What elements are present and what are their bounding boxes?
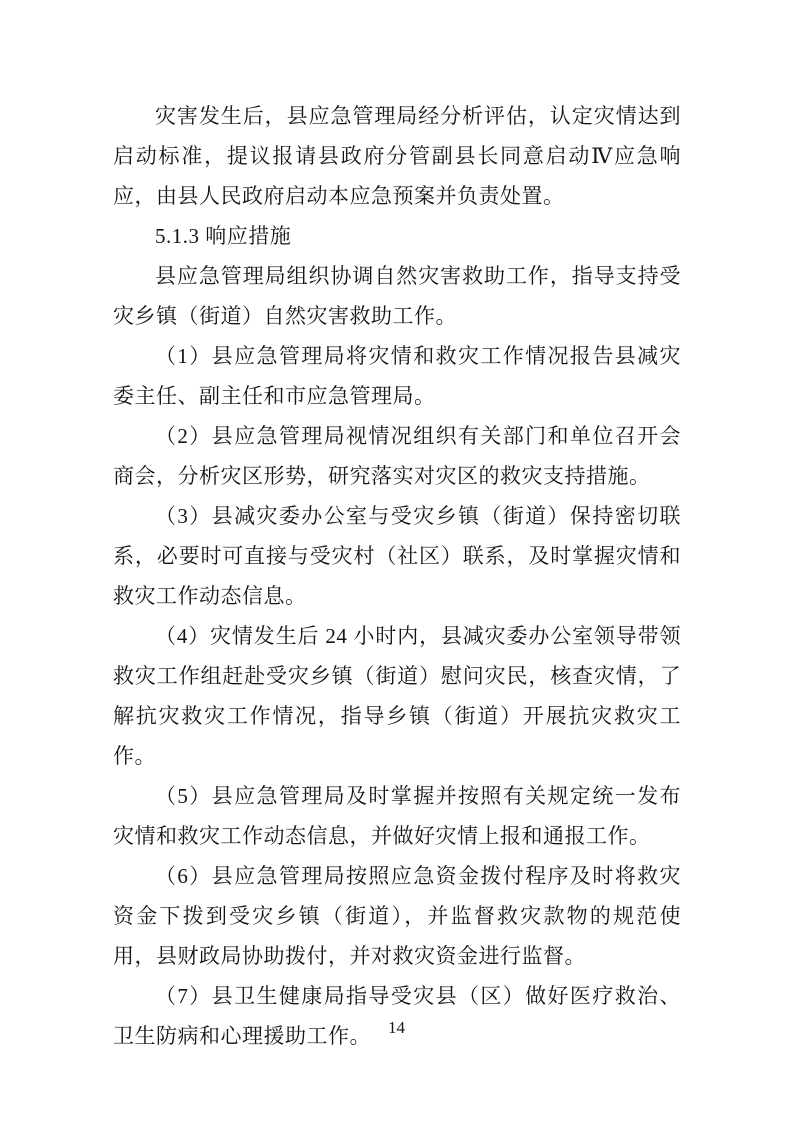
paragraph-measure-3: （3）县减灾委办公室与受灾乡镇（街道）保持密切联系，必要时可直接与受灾村（社区）联系，及时掌握灾情和救灾工作动态信息。 bbox=[113, 504, 681, 608]
section-heading-5-1-3: 5.1.3 响应措施 bbox=[155, 224, 292, 248]
paragraph-measure-5: （5）县应急管理局及时掌握并按照有关规定统一发布灾情和救灾工作动态信息，并做好灾情上报和通报工作。 bbox=[113, 784, 681, 848]
page-number: 14 bbox=[388, 1018, 405, 1037]
paragraph-measure-6: （6）县应急管理局按照应急资金拨付程序及时将救灾资金下拨到受灾乡镇（街道），并监督救灾款物的规范使用，县财政局协助拨付，并对救灾资金进行监督。 bbox=[113, 864, 681, 968]
paragraph-measure-2: （2）县应急管理局视情况组织有关部门和单位召开会商会，分析灾区形势，研究落实对灾区的救灾支持措施。 bbox=[113, 424, 681, 488]
paragraph-response-start: 灾害发生后，县应急管理局经分析评估，认定灾情达到启动标准，提议报请县政府分管副县长同意启动Ⅳ应急响应，由县人民政府启动本应急预案并负责处置。 bbox=[113, 104, 681, 208]
document-body bbox=[113, 96, 681, 1056]
paragraph-measure-7: （7）县卫生健康局指导受灾县（区）做好医疗救治、卫生防病和心理援助工作。 bbox=[113, 984, 681, 1048]
paragraph-response-measures-intro: 县应急管理局组织协调自然灾害救助工作，指导支持受灾乡镇（街道）自然灾害救助工作。 bbox=[113, 264, 681, 328]
paragraph-measure-1: （1）县应急管理局将灾情和救灾工作情况报告县减灾委主任、副主任和市应急管理局。 bbox=[113, 344, 681, 408]
paragraph-measure-4: （4）灾情发生后 24 小时内，县减灾委办公室领导带领救灾工作组赶赴受灾乡镇（街道）慰问灾民，核查灾情，了解抗灾救灾工作情况，指导乡镇（街道）开展抗灾救灾工作。 bbox=[113, 624, 681, 768]
